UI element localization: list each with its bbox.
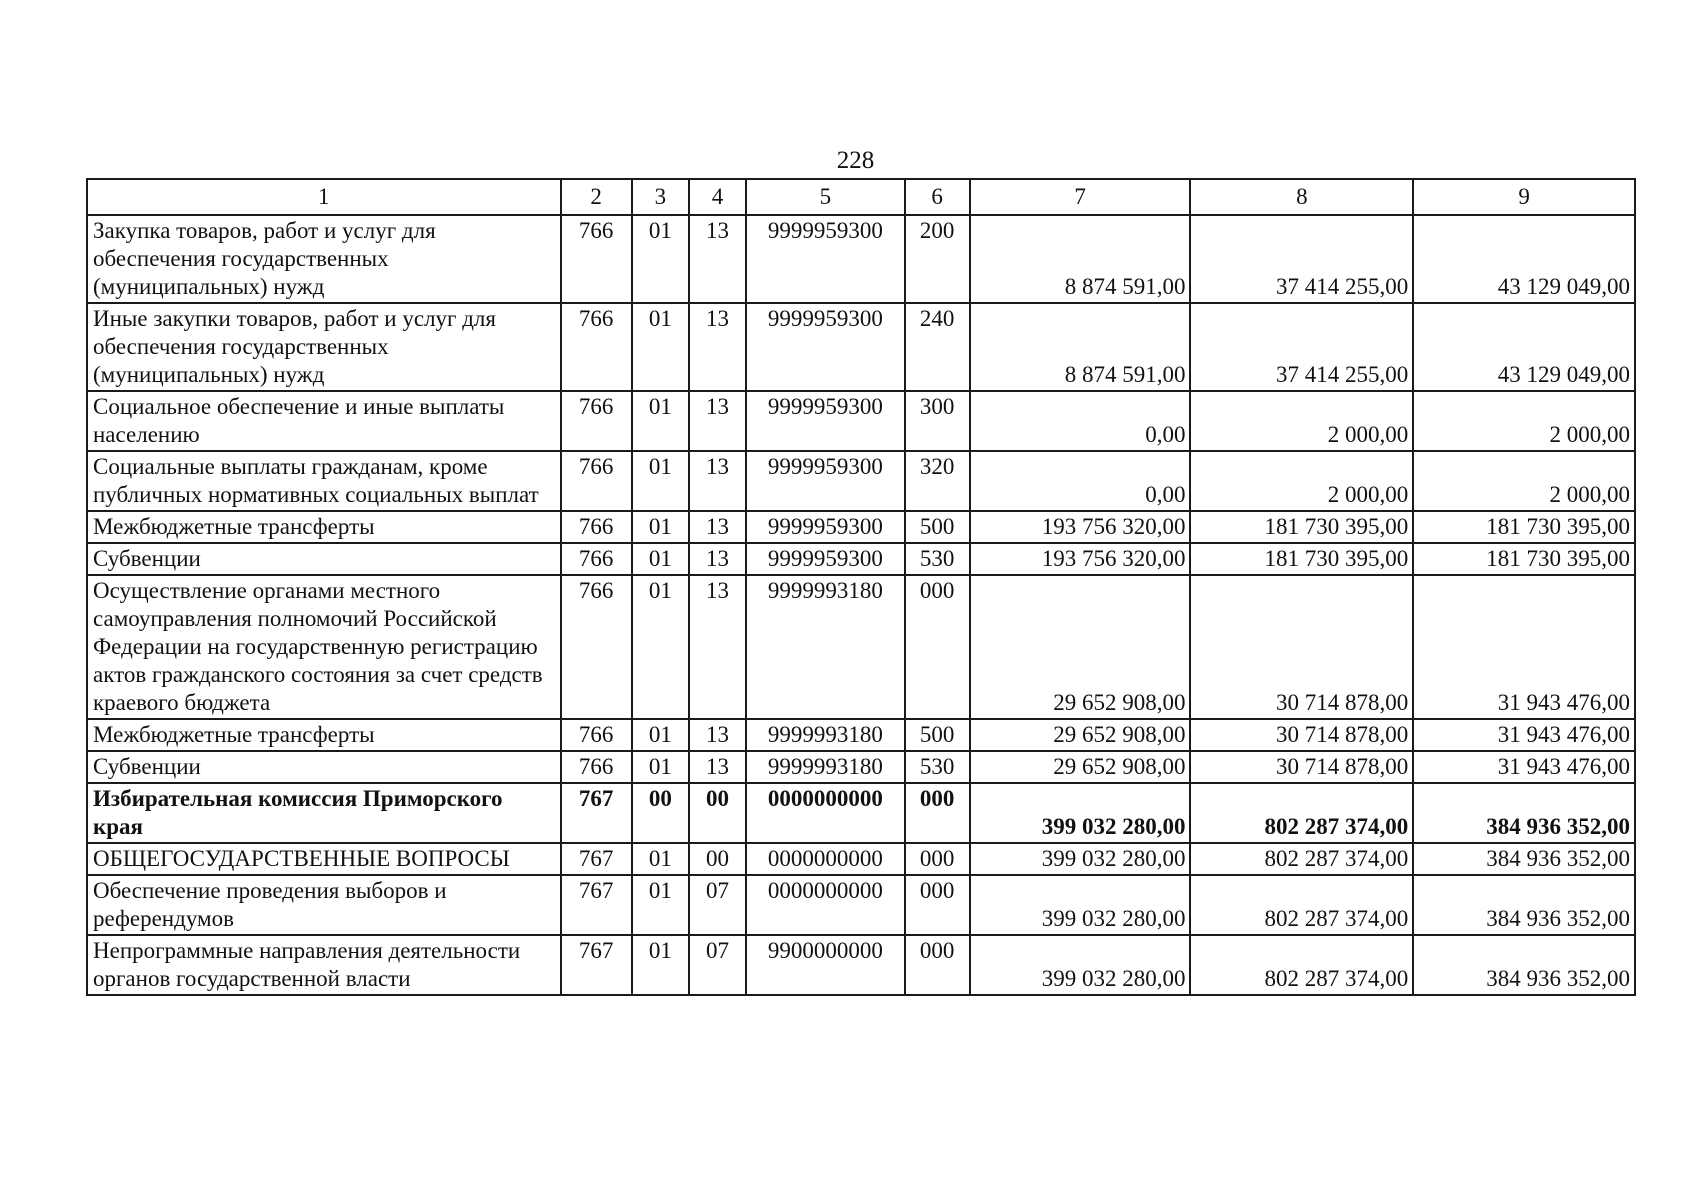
amount-cell-col9: 2 000,00 bbox=[1413, 451, 1635, 511]
row-name-cell: Субвенции bbox=[87, 543, 561, 575]
admin-code-cell: 766 bbox=[561, 719, 632, 751]
admin-code-cell: 766 bbox=[561, 543, 632, 575]
subsection-cell: 13 bbox=[689, 391, 746, 451]
header-cell: 7 bbox=[970, 179, 1191, 215]
amount-cell-col9: 384 936 352,00 bbox=[1413, 783, 1635, 843]
admin-code-cell: 766 bbox=[561, 391, 632, 451]
section-cell: 01 bbox=[632, 511, 689, 543]
amount-cell-col8: 181 730 395,00 bbox=[1190, 511, 1413, 543]
amount-cell-col9: 31 943 476,00 bbox=[1413, 575, 1635, 719]
header-cell: 1 bbox=[87, 179, 561, 215]
expense-type-cell: 000 bbox=[905, 575, 970, 719]
subsection-cell: 13 bbox=[689, 575, 746, 719]
amount-cell-col7: 0,00 bbox=[970, 451, 1191, 511]
table-row bbox=[87, 303, 1635, 391]
admin-code-cell: 766 bbox=[561, 575, 632, 719]
row-name-cell: Непрограммные направления деятельности органов государственной власти bbox=[87, 935, 561, 995]
subsection-cell: 13 bbox=[689, 751, 746, 783]
subsection-cell: 00 bbox=[689, 843, 746, 875]
amount-cell-col7: 0,00 bbox=[970, 391, 1191, 451]
amount-cell-col8: 30 714 878,00 bbox=[1190, 751, 1413, 783]
subsection-cell: 13 bbox=[689, 543, 746, 575]
amount-cell-col8: 802 287 374,00 bbox=[1190, 783, 1413, 843]
row-name-cell: Субвенции bbox=[87, 751, 561, 783]
row-name-cell: Социальные выплаты гражданам, кроме публичных нормативных социальных выплат bbox=[87, 451, 561, 511]
amount-cell-col7: 8 874 591,00 bbox=[970, 303, 1191, 391]
section-cell: 01 bbox=[632, 843, 689, 875]
target-article-cell: 9999959300 bbox=[746, 543, 905, 575]
amount-cell-col7: 193 756 320,00 bbox=[970, 511, 1191, 543]
subsection-cell: 00 bbox=[689, 783, 746, 843]
subsection-cell: 13 bbox=[689, 511, 746, 543]
subsection-cell: 07 bbox=[689, 935, 746, 995]
header-cell: 8 bbox=[1190, 179, 1413, 215]
amount-cell-col9: 181 730 395,00 bbox=[1413, 543, 1635, 575]
target-article-cell: 9999959300 bbox=[746, 451, 905, 511]
header-cell: 4 bbox=[689, 179, 746, 215]
budget-table bbox=[86, 178, 1636, 996]
amount-cell-col7: 29 652 908,00 bbox=[970, 751, 1191, 783]
amount-cell-col7: 193 756 320,00 bbox=[970, 543, 1191, 575]
expense-type-cell: 500 bbox=[905, 511, 970, 543]
target-article-cell: 9999959300 bbox=[746, 303, 905, 391]
header-cell: 6 bbox=[905, 179, 970, 215]
amount-cell-col7: 29 652 908,00 bbox=[970, 575, 1191, 719]
row-name-cell: Межбюджетные трансферты bbox=[87, 719, 561, 751]
section-cell: 01 bbox=[632, 543, 689, 575]
section-cell: 01 bbox=[632, 719, 689, 751]
row-name-cell: Социальное обеспечение и иные выплаты населению bbox=[87, 391, 561, 451]
amount-cell-col8: 2 000,00 bbox=[1190, 391, 1413, 451]
amount-cell-col9: 2 000,00 bbox=[1413, 391, 1635, 451]
expense-type-cell: 200 bbox=[905, 215, 970, 303]
subsection-cell: 13 bbox=[689, 303, 746, 391]
row-name-cell: Иные закупки товаров, работ и услуг для обеспечения государственных (муниципальных) нужд bbox=[87, 303, 561, 391]
target-article-cell: 0000000000 bbox=[746, 783, 905, 843]
page-number: 228 bbox=[836, 147, 875, 174]
admin-code-cell: 767 bbox=[561, 783, 632, 843]
amount-cell-col9: 43 129 049,00 bbox=[1413, 215, 1635, 303]
amount-cell-col8: 37 414 255,00 bbox=[1190, 303, 1413, 391]
expense-type-cell: 000 bbox=[905, 875, 970, 935]
row-name-cell: Избирательная комиссия Приморского края bbox=[87, 783, 561, 843]
expense-type-cell: 500 bbox=[905, 719, 970, 751]
table-row bbox=[87, 783, 1635, 843]
section-cell: 01 bbox=[632, 303, 689, 391]
expense-type-cell: 530 bbox=[905, 543, 970, 575]
row-name-cell: Обеспечение проведения выборов и референдумов bbox=[87, 875, 561, 935]
target-article-cell: 9999959300 bbox=[746, 511, 905, 543]
amount-cell-col7: 399 032 280,00 bbox=[970, 843, 1191, 875]
amount-cell-col8: 30 714 878,00 bbox=[1190, 719, 1413, 751]
amount-cell-col8: 802 287 374,00 bbox=[1190, 935, 1413, 995]
table-header-row bbox=[87, 179, 1635, 215]
subsection-cell: 07 bbox=[689, 875, 746, 935]
row-name-cell: Осуществление органами местного самоуправления полномочий Российской Федерации на государственную регистрацию актов гражданского состояния за счет средств краевого бюджета bbox=[87, 575, 561, 719]
target-article-cell: 9999959300 bbox=[746, 215, 905, 303]
table-row bbox=[87, 719, 1635, 751]
row-name-cell: Межбюджетные трансферты bbox=[87, 511, 561, 543]
target-article-cell: 0000000000 bbox=[746, 843, 905, 875]
amount-cell-col9: 43 129 049,00 bbox=[1413, 303, 1635, 391]
amount-cell-col9: 384 936 352,00 bbox=[1413, 875, 1635, 935]
header-cell: 9 bbox=[1413, 179, 1635, 215]
amount-cell-col9: 384 936 352,00 bbox=[1413, 843, 1635, 875]
table-row bbox=[87, 935, 1635, 995]
expense-type-cell: 300 bbox=[905, 391, 970, 451]
target-article-cell: 9999993180 bbox=[746, 575, 905, 719]
amount-cell-col9: 31 943 476,00 bbox=[1413, 751, 1635, 783]
table-row bbox=[87, 751, 1635, 783]
admin-code-cell: 767 bbox=[561, 843, 632, 875]
table-row bbox=[87, 875, 1635, 935]
amount-cell-col8: 802 287 374,00 bbox=[1190, 875, 1413, 935]
admin-code-cell: 766 bbox=[561, 451, 632, 511]
expense-type-cell: 000 bbox=[905, 783, 970, 843]
table-row bbox=[87, 451, 1635, 511]
section-cell: 01 bbox=[632, 935, 689, 995]
expense-type-cell: 320 bbox=[905, 451, 970, 511]
expense-type-cell: 000 bbox=[905, 935, 970, 995]
section-cell: 01 bbox=[632, 215, 689, 303]
row-name-cell: Закупка товаров, работ и услуг для обеспечения государственных (муниципальных) нужд bbox=[87, 215, 561, 303]
section-cell: 01 bbox=[632, 875, 689, 935]
admin-code-cell: 766 bbox=[561, 511, 632, 543]
table-row bbox=[87, 575, 1635, 719]
amount-cell-col8: 37 414 255,00 bbox=[1190, 215, 1413, 303]
header-cell: 3 bbox=[632, 179, 689, 215]
table-row bbox=[87, 543, 1635, 575]
admin-code-cell: 766 bbox=[561, 751, 632, 783]
amount-cell-col8: 802 287 374,00 bbox=[1190, 843, 1413, 875]
amount-cell-col7: 29 652 908,00 bbox=[970, 719, 1191, 751]
section-cell: 01 bbox=[632, 391, 689, 451]
amount-cell-col7: 8 874 591,00 bbox=[970, 215, 1191, 303]
section-cell: 01 bbox=[632, 575, 689, 719]
section-cell: 00 bbox=[632, 783, 689, 843]
amount-cell-col9: 31 943 476,00 bbox=[1413, 719, 1635, 751]
admin-code-cell: 766 bbox=[561, 215, 632, 303]
amount-cell-col9: 384 936 352,00 bbox=[1413, 935, 1635, 995]
target-article-cell: 9999993180 bbox=[746, 719, 905, 751]
target-article-cell: 0000000000 bbox=[746, 875, 905, 935]
subsection-cell: 13 bbox=[689, 451, 746, 511]
amount-cell-col7: 399 032 280,00 bbox=[970, 935, 1191, 995]
admin-code-cell: 767 bbox=[561, 935, 632, 995]
admin-code-cell: 766 bbox=[561, 303, 632, 391]
target-article-cell: 9999959300 bbox=[746, 391, 905, 451]
amount-cell-col8: 2 000,00 bbox=[1190, 451, 1413, 511]
subsection-cell: 13 bbox=[689, 215, 746, 303]
target-article-cell: 9900000000 bbox=[746, 935, 905, 995]
target-article-cell: 9999993180 bbox=[746, 751, 905, 783]
amount-cell-col7: 399 032 280,00 bbox=[970, 875, 1191, 935]
table-row bbox=[87, 215, 1635, 303]
section-cell: 01 bbox=[632, 751, 689, 783]
amount-cell-col9: 181 730 395,00 bbox=[1413, 511, 1635, 543]
subsection-cell: 13 bbox=[689, 719, 746, 751]
table-row bbox=[87, 511, 1635, 543]
expense-type-cell: 240 bbox=[905, 303, 970, 391]
row-name-cell: ОБЩЕГОСУДАРСТВЕННЫЕ ВОПРОСЫ bbox=[87, 843, 561, 875]
table-row bbox=[87, 843, 1635, 875]
expense-type-cell: 000 bbox=[905, 843, 970, 875]
expense-type-cell: 530 bbox=[905, 751, 970, 783]
section-cell: 01 bbox=[632, 451, 689, 511]
admin-code-cell: 767 bbox=[561, 875, 632, 935]
amount-cell-col8: 181 730 395,00 bbox=[1190, 543, 1413, 575]
header-cell: 2 bbox=[561, 179, 632, 215]
header-cell: 5 bbox=[746, 179, 905, 215]
amount-cell-col8: 30 714 878,00 bbox=[1190, 575, 1413, 719]
amount-cell-col7: 399 032 280,00 bbox=[970, 783, 1191, 843]
table-row bbox=[87, 391, 1635, 451]
